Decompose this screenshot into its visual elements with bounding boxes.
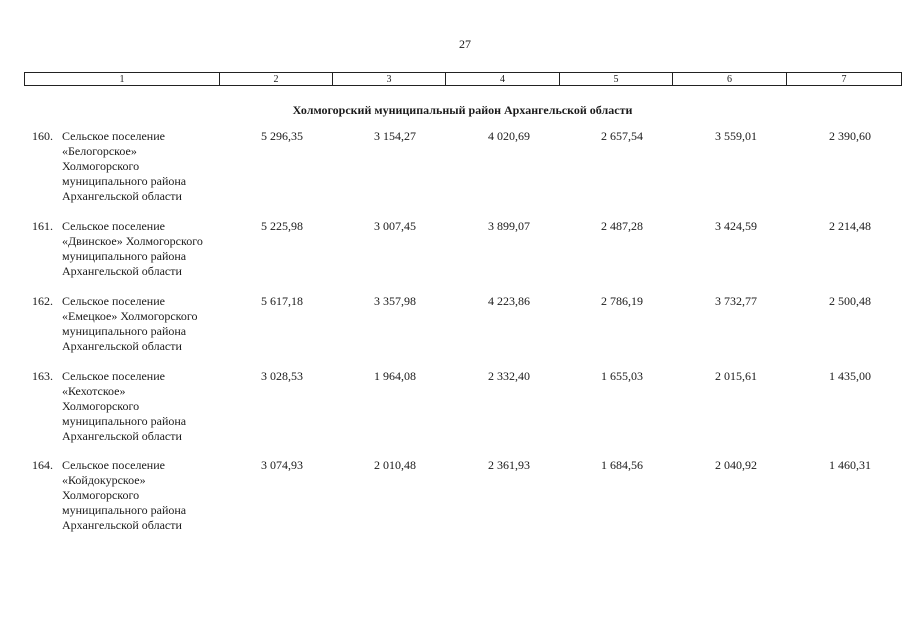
row-number: 164. <box>32 458 53 472</box>
value-col-2: 3 028,53 <box>261 369 303 383</box>
value-col-6: 2 015,61 <box>715 369 757 383</box>
value-col-5: 2 786,19 <box>601 294 643 308</box>
settlement-name-line: Архангельской области <box>62 518 182 532</box>
settlement-name-line: муниципального района <box>62 174 187 188</box>
settlement-name-line: «Кехотское» <box>62 384 126 398</box>
settlement-name-line: муниципального района <box>62 249 187 263</box>
value-col-7: 2 390,60 <box>829 129 871 143</box>
column-header-table <box>24 72 902 86</box>
column-header-cell: 2 <box>220 73 333 86</box>
column-header-cell: 5 <box>560 73 673 86</box>
row-number: 161. <box>32 219 53 233</box>
row-number: 162. <box>32 294 53 308</box>
value-col-4: 3 899,07 <box>488 219 530 233</box>
settlement-name-line: муниципального района <box>62 324 187 338</box>
settlement-name-line: Архангельской области <box>62 264 182 278</box>
settlement-name <box>62 458 227 533</box>
value-col-7: 2 500,48 <box>829 294 871 308</box>
settlement-name-line: Сельское поселение <box>62 219 165 233</box>
column-header-row <box>25 73 902 86</box>
settlement-name <box>62 369 227 444</box>
settlement-name-line: Сельское поселение <box>62 458 165 472</box>
settlement-name-line: Сельское поселение <box>62 129 165 143</box>
settlement-name-line: «Емецкое» Холмогорского <box>62 309 198 323</box>
value-col-5: 1 684,56 <box>601 458 643 472</box>
settlement-name <box>62 294 227 354</box>
value-col-4: 4 020,69 <box>488 129 530 143</box>
value-col-6: 3 424,59 <box>715 219 757 233</box>
value-col-4: 2 332,40 <box>488 369 530 383</box>
settlement-name-line: Сельское поселение <box>62 294 165 308</box>
value-col-3: 3 357,98 <box>374 294 416 308</box>
settlement-name-line: Холмогорского <box>62 488 140 502</box>
value-col-4: 2 361,93 <box>488 458 530 472</box>
value-col-5: 2 657,54 <box>601 129 643 143</box>
value-col-2: 3 074,93 <box>261 458 303 472</box>
settlement-name-line: Холмогорского <box>62 159 140 173</box>
column-header-cell: 6 <box>673 73 787 86</box>
value-col-3: 2 010,48 <box>374 458 416 472</box>
settlement-name-line: Сельское поселение <box>62 369 165 383</box>
settlement-name-line: «Белогорское» <box>62 144 137 158</box>
value-col-6: 2 040,92 <box>715 458 757 472</box>
settlement-name <box>62 129 227 204</box>
settlement-name-line: муниципального района <box>62 414 187 428</box>
column-header-cell: 3 <box>333 73 446 86</box>
value-col-3: 3 007,45 <box>374 219 416 233</box>
value-col-2: 5 225,98 <box>261 219 303 233</box>
value-col-6: 3 559,01 <box>715 129 757 143</box>
row-number: 160. <box>32 129 53 143</box>
section-title: Холмогорский муниципальный район Архангельской области <box>292 103 633 117</box>
page-number: 27 <box>459 37 471 51</box>
settlement-name-line: Архангельской области <box>62 189 182 203</box>
value-col-2: 5 296,35 <box>261 129 303 143</box>
value-col-3: 3 154,27 <box>374 129 416 143</box>
settlement-name-line: «Двинское» Холмогорского <box>62 234 203 248</box>
value-col-5: 1 655,03 <box>601 369 643 383</box>
settlement-name-line: муниципального района <box>62 503 187 517</box>
column-header-cell: 7 <box>787 73 902 86</box>
settlement-name-line: Архангельской области <box>62 339 182 353</box>
settlement-name-line: Архангельской области <box>62 429 182 443</box>
value-col-7: 1 435,00 <box>829 369 871 383</box>
row-number: 163. <box>32 369 53 383</box>
settlement-name <box>62 219 227 279</box>
settlement-name-line: Холмогорского <box>62 399 140 413</box>
column-header-cell: 4 <box>446 73 560 86</box>
settlement-name-line: «Койдокурское» <box>62 473 146 487</box>
value-col-2: 5 617,18 <box>261 294 303 308</box>
column-header-cell: 1 <box>25 73 220 86</box>
value-col-6: 3 732,77 <box>715 294 757 308</box>
value-col-3: 1 964,08 <box>374 369 416 383</box>
value-col-4: 4 223,86 <box>488 294 530 308</box>
value-col-5: 2 487,28 <box>601 219 643 233</box>
value-col-7: 2 214,48 <box>829 219 871 233</box>
value-col-7: 1 460,31 <box>829 458 871 472</box>
